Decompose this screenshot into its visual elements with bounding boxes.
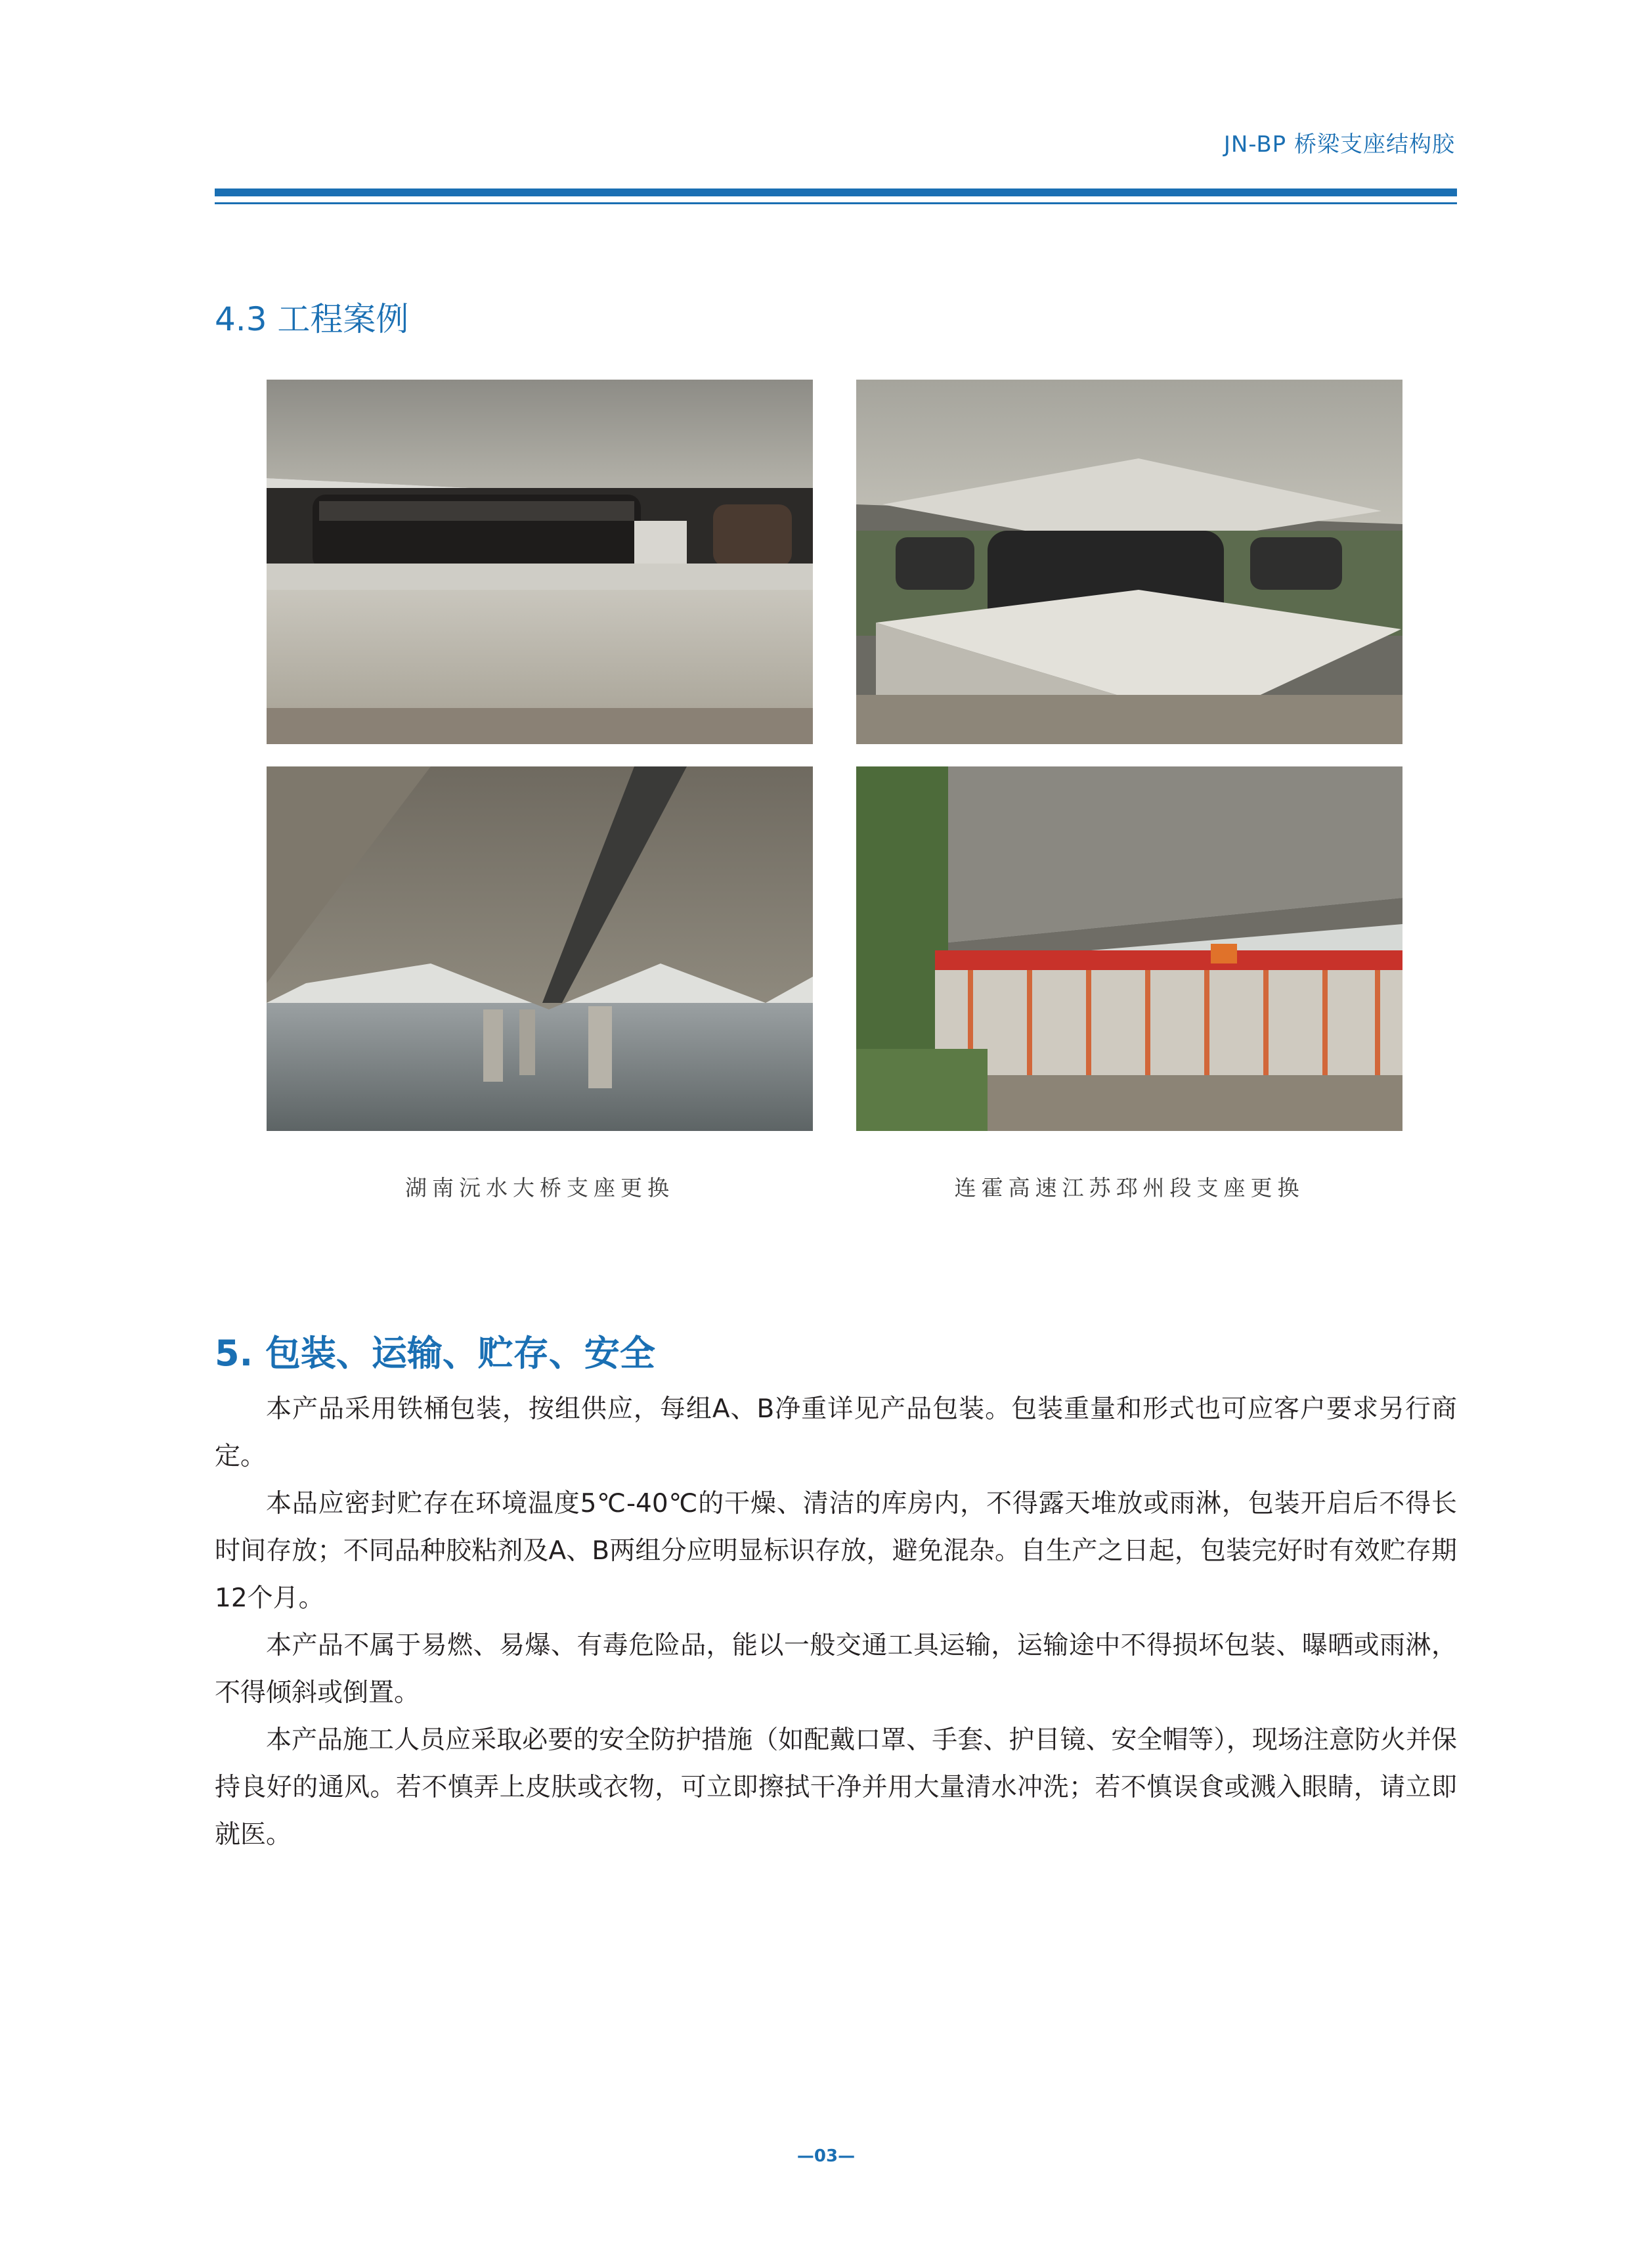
bearing-closeup-photo-1: [267, 380, 813, 744]
caption-left: 湖南沅水大桥支座更换: [405, 1175, 674, 1201]
section-5-body: [215, 1386, 1457, 1859]
page-number: —03—: [796, 2146, 856, 2166]
paragraph: 本产品不属于易燃、易爆、有毒危险品，能以一般交通工具运输，运输途中不得损坏包装、曝晒或雨淋，不得倾斜或倒置。: [215, 1631, 1457, 1708]
header-rule-thick: [215, 188, 1457, 196]
case-section-title: 4.3 工程案例: [215, 300, 409, 338]
header-rule-thin: [215, 202, 1457, 204]
paragraph: 本产品采用铁桶包装，按组供应，每组A、B净重详见产品包装。包装重量和形式也可应客户要求另行商定。: [215, 1394, 1457, 1471]
river-bridge-underside-photo: [267, 766, 813, 1131]
section-5-title: 5. 包装、运输、贮存、安全: [215, 1333, 655, 1374]
caption-right: 连霍高速江苏邳州段支座更换: [954, 1175, 1305, 1201]
highway-bridge-scaffold-photo: [856, 766, 1402, 1131]
paragraph: 本品应密封贮存在环境温度5℃-40℃的干燥、清洁的库房内，不得露天堆放或雨淋，包装开启后不得长时间存放；不同品种胶粘剂及A、B两组分应明显标识存放，避免混杂。自生产之日起，包装完好时有效贮存期12个月。: [215, 1489, 1457, 1613]
bearing-closeup-photo-2: [856, 380, 1402, 744]
header-title: JN-BP 桥梁支座结构胶: [1223, 131, 1455, 158]
paragraph: 本产品施工人员应采取必要的安全防护措施（如配戴口罩、手套、护目镜、安全帽等），现场注意防火并保持良好的通风。若不慎弄上皮肤或衣物，可立即擦拭干净并用大量清水冲洗；若不慎误食或溅入眼睛，请立即就医。: [215, 1725, 1457, 1849]
